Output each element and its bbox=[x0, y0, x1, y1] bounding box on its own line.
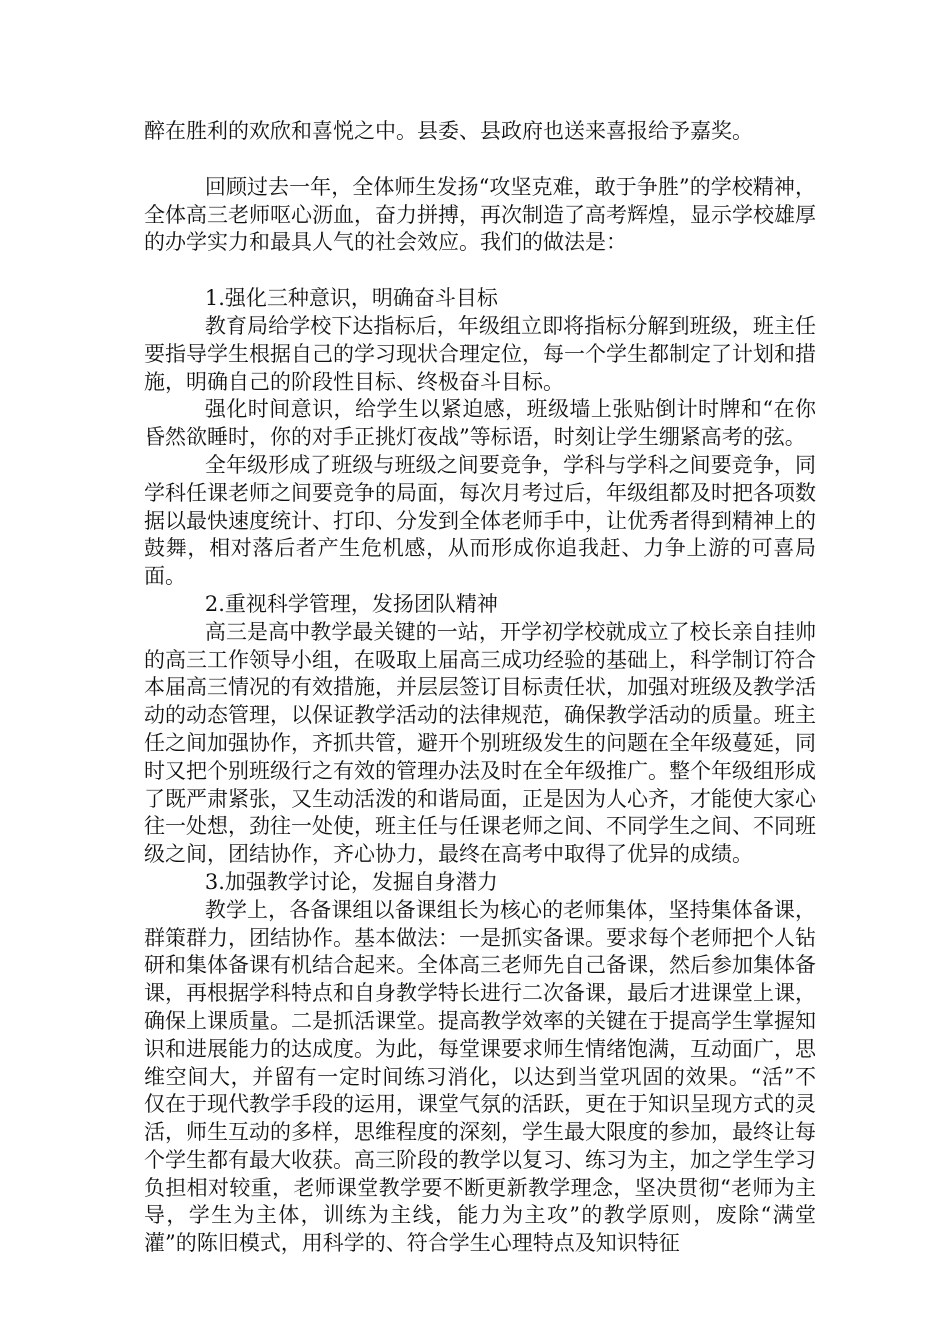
document-body bbox=[144, 118, 816, 1258]
paragraph-gap bbox=[144, 257, 816, 285]
paragraph-management: 高三是高中教学最关键的一站，开学初学校就成立了校长亲自挂帅的高三工作领导小组，在吸取上届高三成功经验的基础上，科学制订符合本届高三情况的有效措施，并层层签订目标责任状，加强对班级及教学活动的动态管理，以保证教学活动的法律规范，确保教学活动的质量。班主任之间加强协作，齐抓共管，避开个别班级发生的问题在全年级蔓延，同时又把个别班级行之有效的管理办法及时在全年级推广。整个年级组形成了既严肃紧张，又生动活泼的和谐局面，正是因为人心齐，才能使大家心往一处想，劲往一处使，班主任与任课老师之间、不同学生之间、不同班级之间，团结协作，齐心协力，最终在高考中取得了优异的成绩。 bbox=[144, 619, 816, 867]
paragraph-continuation: 醉在胜利的欢欣和喜悦之中。县委、县政府也送来喜报给予嘉奖。 bbox=[144, 119, 753, 143]
paragraph-gap bbox=[144, 146, 816, 174]
paragraph-competition: 全年级形成了班级与班级之间要竞争，学科与学科之间要竞争，同学科任课老师之间要竞争的局面，每次月考过后，年级组都及时把各项数据以最快速度统计、打印、分发到全体老师手中，让优秀者得到精神上的鼓舞，相对落后者产生危机感，从而形成你追我赶、力争上游的可喜局面。 bbox=[144, 452, 816, 589]
paragraph-targets: 教育局给学校下达指标后，年级组立即将指标分解到班级，班主任要指导学生根据自己的学习现状合理定位，每一个学生都制定了计划和措施，明确自己的阶段性目标、终极奋斗目标。 bbox=[144, 313, 816, 394]
section-heading-3: 3.加强教学讨论，发掘自身潜力 bbox=[204, 869, 498, 894]
section-heading-1: 1.强化三种意识，明确奋斗目标 bbox=[204, 286, 498, 311]
paragraph-time-awareness: 强化时间意识，给学生以紧迫感，班级墙上张贴倒计时牌和“在你昏然欲睡时，你的对手正挑灯夜战”等标语，时刻让学生绷紧高考的弦。 bbox=[144, 397, 816, 450]
paragraph-teaching: 教学上，各备课组以备课组长为核心的老师集体，坚持集体备课，群策群力，团结协作。基本做法：一是抓实备课。要求每个老师把个人钻研和集体备课有机结合起来。全体高三老师先自己备课，然后参加集体备课，再根据学科特点和自身教学特长进行二次备课，最后才进课堂上课，确保上课质量。二是抓活课堂。提高教学效率的关键在于提高学生掌握知识和进展能力的达成度。为此，每堂课要求师生情绪饱满，互动面广，思维空间大，并留有一定时间练习消化，以达到当堂巩固的效果。“活”不仅在于现代教学手段的运用，课堂气氛的活跃，更在于知识呈现方式的灵活，师生互动的多样，思维程度的深刻，学生最大限度的参加，最终让每个学生都有最大收获。高三阶段的教学以复习、练习为主，加之学生学习负担相对较重，老师课堂教学要不断更新教学理念，坚决贯彻“老师为主导，学生为主体，训练为主线，能力为主攻”的教学原则，废除“满堂灌”的陈旧模式，用科学的、符合学生心理特点及知识特征 bbox=[144, 897, 816, 1256]
paragraph-review: 回顾过去一年，全体师生发扬“攻坚克难，敢于争胜”的学校精神，全体高三老师呕心沥血，奋力拼搏，再次制造了高考辉煌，显示学校雄厚的办学实力和最具人气的社会效应。我们的做法是： bbox=[144, 174, 816, 255]
section-heading-2: 2.重视科学管理，发扬团队精神 bbox=[204, 591, 498, 616]
